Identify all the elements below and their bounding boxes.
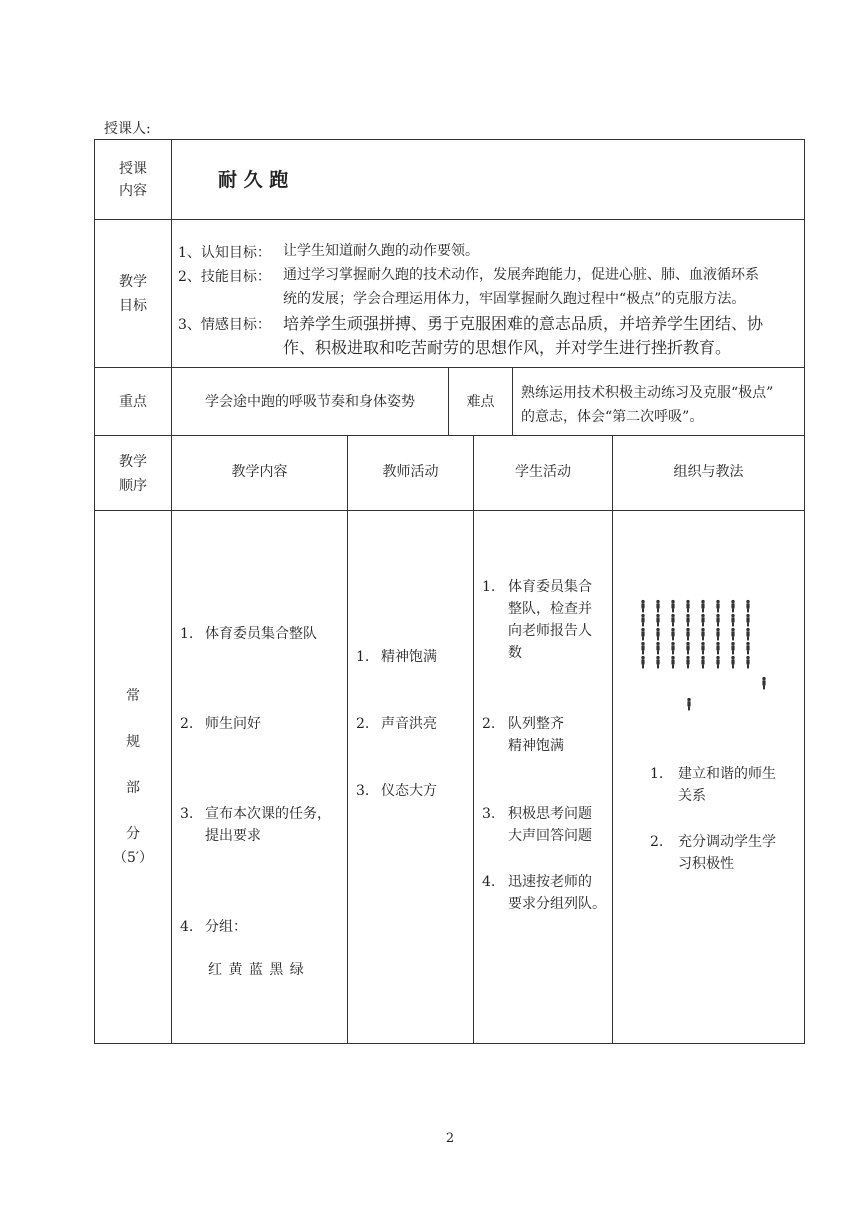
teacher-activity: 3. 仪态大方 <box>356 783 437 799</box>
student-figure <box>731 628 734 641</box>
student-figure <box>641 600 644 613</box>
student-figure <box>716 614 719 627</box>
student-figure <box>716 600 719 613</box>
content-row-label: 授课 内容 <box>119 161 147 199</box>
lesson-title: 耐 久 跑 <box>218 169 289 191</box>
student-figure <box>701 614 704 627</box>
teacher-activity: 1. 精神饱满 <box>356 649 437 665</box>
page-number: 2 <box>445 1131 455 1146</box>
objective-skill: 2、技能目标： 通过学习掌握耐久跑的技术动作，发展奔跑能力，促进心脏、肺、血液循环系 统的发展；学会合理运用体力，牢固掌握耐久跑过程中“极点”的克服方法。 <box>178 267 759 307</box>
student-figure <box>686 642 689 655</box>
student-figure <box>656 628 659 641</box>
teacher-figure <box>687 698 690 711</box>
key-point-label: 重点 <box>119 394 147 410</box>
student-figure <box>686 656 689 669</box>
student-figure <box>656 600 659 613</box>
student-figure <box>671 656 674 669</box>
student-figure <box>746 628 749 641</box>
student-figure <box>731 642 734 655</box>
objective-affective: 3、情感目标： 培养学生顽强拼搏、勇于克服困难的意志品质，并培养学生团结、协 作、积极进取和吃苦耐劳的思想作风，并对学生进行挫折教育。 <box>178 314 764 357</box>
student-figure <box>656 656 659 669</box>
student-figure <box>746 642 749 655</box>
student-figure <box>746 656 749 669</box>
key-point-text: 学会途中跑的呼吸节奏和身体姿势 <box>205 394 415 410</box>
student-activity: 3. 积极思考问题 大声回答问题 <box>482 806 592 844</box>
student-figure <box>641 628 644 641</box>
student-figure <box>641 656 644 669</box>
method-column-header: 组织与教法 <box>673 464 744 480</box>
student-figure <box>671 600 674 613</box>
objectives-row-label: 教学 目标 <box>119 274 147 314</box>
student-column-header: 学生活动 <box>515 464 571 480</box>
teacher-column-header: 教师活动 <box>382 464 439 480</box>
student-figure <box>716 656 719 669</box>
student-figure <box>731 614 734 627</box>
student-figure <box>701 642 704 655</box>
formation-diagram <box>633 596 783 718</box>
difficulty-text: 熟练运用技术积极主动练习及克服“极点” 的意志，体会“第二次呼吸”。 <box>521 385 774 425</box>
section-name: 常 规 部 分 （5′） <box>95 685 171 867</box>
student-figure <box>686 614 689 627</box>
student-figure <box>641 614 644 627</box>
content-item: 1. 体育委员集合整队 <box>180 626 317 642</box>
student-activity: 1. 体育委员集合 整队，检查并 向老师报告人 数 <box>482 579 592 661</box>
content-column-header: 教学内容 <box>231 464 288 480</box>
group-colors: 红 黄 蓝 黑 绿 <box>208 962 305 978</box>
student-figure <box>701 656 704 669</box>
student-figure <box>686 600 689 613</box>
student-figure <box>671 614 674 627</box>
student-figure <box>746 614 749 627</box>
difficulty-label: 难点 <box>466 394 495 410</box>
instructor-label: 授课人: <box>104 121 151 137</box>
student-figure <box>686 628 689 641</box>
student-figure <box>716 628 719 641</box>
student-figure <box>656 614 659 627</box>
student-figure <box>731 656 734 669</box>
content-item: 3. 宣布本次课的任务， 提出要求 <box>180 806 331 844</box>
order-column-header: 教学 顺序 <box>119 454 147 494</box>
method-item: 1. 建立和谐的师生 关系 <box>650 766 776 804</box>
section-duration: （5′） <box>112 850 154 866</box>
student-figure <box>671 628 674 641</box>
student-figure <box>641 642 644 655</box>
objective-cognitive: 1、认知目标： 让学生知道耐久跑的动作要领。 <box>178 243 479 261</box>
student-figure <box>731 600 734 613</box>
method-item: 2. 充分调动学生学 习积极性 <box>650 834 776 872</box>
student-activity: 4. 迅速按老师的 要求分组列队。 <box>482 874 606 912</box>
student-figure <box>716 642 719 655</box>
leader-figure <box>762 677 765 690</box>
content-item: 2. 师生问好 <box>180 716 261 732</box>
content-item: 4. 分组： <box>180 919 247 935</box>
student-figure <box>656 642 659 655</box>
student-activity: 2. 队列整齐 精神饱满 <box>482 716 564 754</box>
student-figure <box>701 600 704 613</box>
teacher-activity: 2. 声音洪亮 <box>356 716 437 732</box>
student-figure <box>671 642 674 655</box>
student-figure <box>701 628 704 641</box>
student-figure <box>746 600 749 613</box>
